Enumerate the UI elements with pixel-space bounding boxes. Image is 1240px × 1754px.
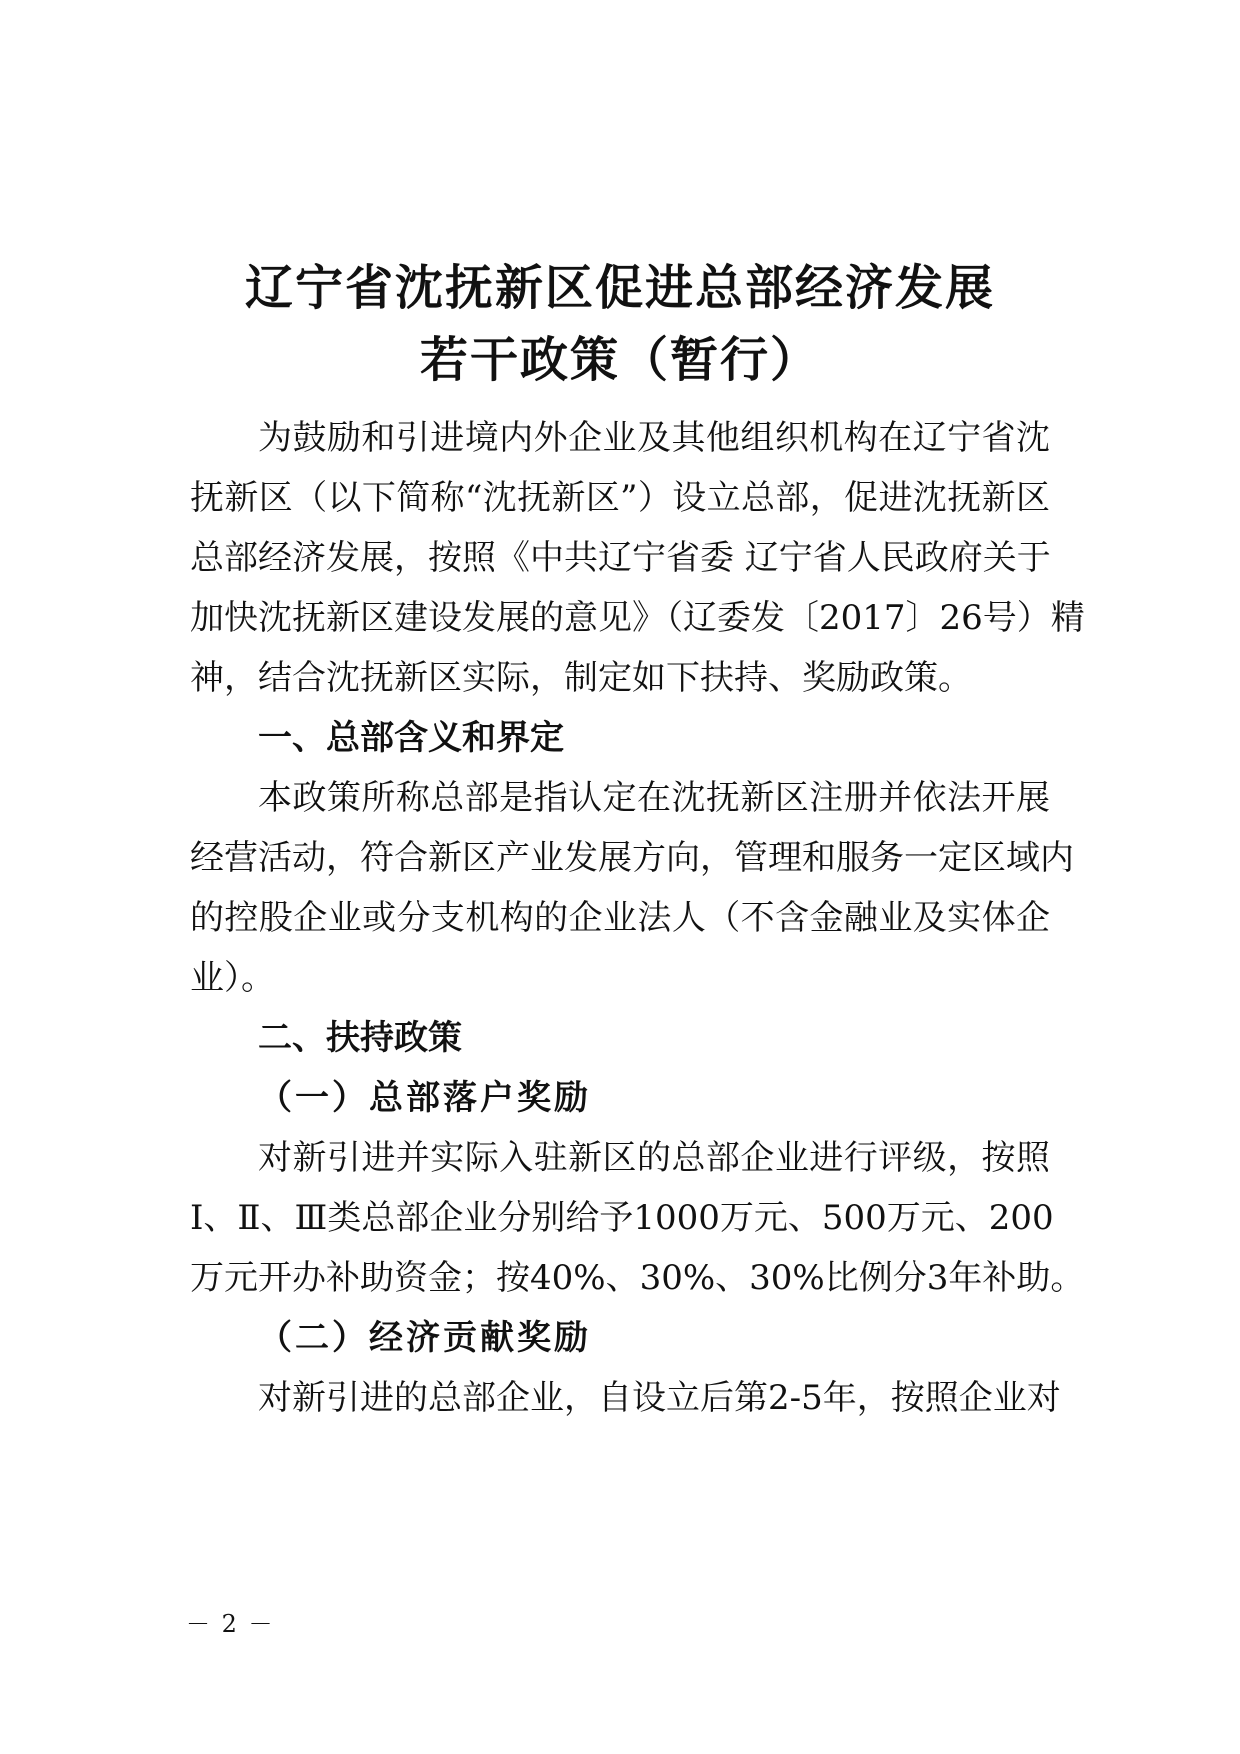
- section-heading-definition: 一、总部含义和界定: [258, 718, 564, 758]
- section1-line: 的控股企业或分支机构的企业法人（不含金融业及实体企: [190, 898, 1050, 938]
- section-heading-support-policy: 二、扶持政策: [258, 1018, 462, 1058]
- preamble-line: 加快沈抚新区建设发展的意见》（辽委发〔2017〕26号）精: [190, 598, 1085, 638]
- subsection1-line: 万元开办补助资金；按40%、30%、30%比例分3年补助。: [190, 1258, 1085, 1298]
- subsection1-line: Ⅰ、Ⅱ、Ⅲ类总部企业分别给予1000万元、500万元、200: [190, 1198, 1054, 1238]
- preamble-line: 总部经济发展，按照《中共辽宁省委 辽宁省人民政府关于: [190, 538, 1051, 578]
- section1-line: 业）。: [190, 958, 275, 998]
- page-number: － 2 －: [186, 1610, 275, 1638]
- section1-line: 经营活动，符合新区产业发展方向，管理和服务一定区域内: [190, 838, 1074, 878]
- preamble-line: 抚新区（以下简称“沈抚新区”）设立总部，促进沈抚新区: [190, 478, 1050, 518]
- section1-line: 本政策所称总部是指认定在沈抚新区注册并依法开展: [258, 778, 1050, 818]
- subsection1-line: 对新引进并实际入驻新区的总部企业进行评级，按照: [258, 1138, 1050, 1178]
- preamble-line: 为鼓励和引进境内外企业及其他组织机构在辽宁省沈: [258, 418, 1050, 458]
- subsection-heading-contribution-reward: （二）经济贡献奖励: [258, 1318, 591, 1358]
- subsection2-line: 对新引进的总部企业，自设立后第2-5年，按照企业对: [258, 1378, 1061, 1418]
- document-title-line-1: 辽宁省沈抚新区促进总部经济发展: [244, 260, 995, 316]
- document-title-line-2: 若干政策（暂行）: [419, 332, 820, 388]
- subsection-heading-settlement-reward: （一）总部落户奖励: [258, 1078, 591, 1118]
- preamble-line: 神，结合沈抚新区实际，制定如下扶持、奖励政策。: [190, 658, 972, 698]
